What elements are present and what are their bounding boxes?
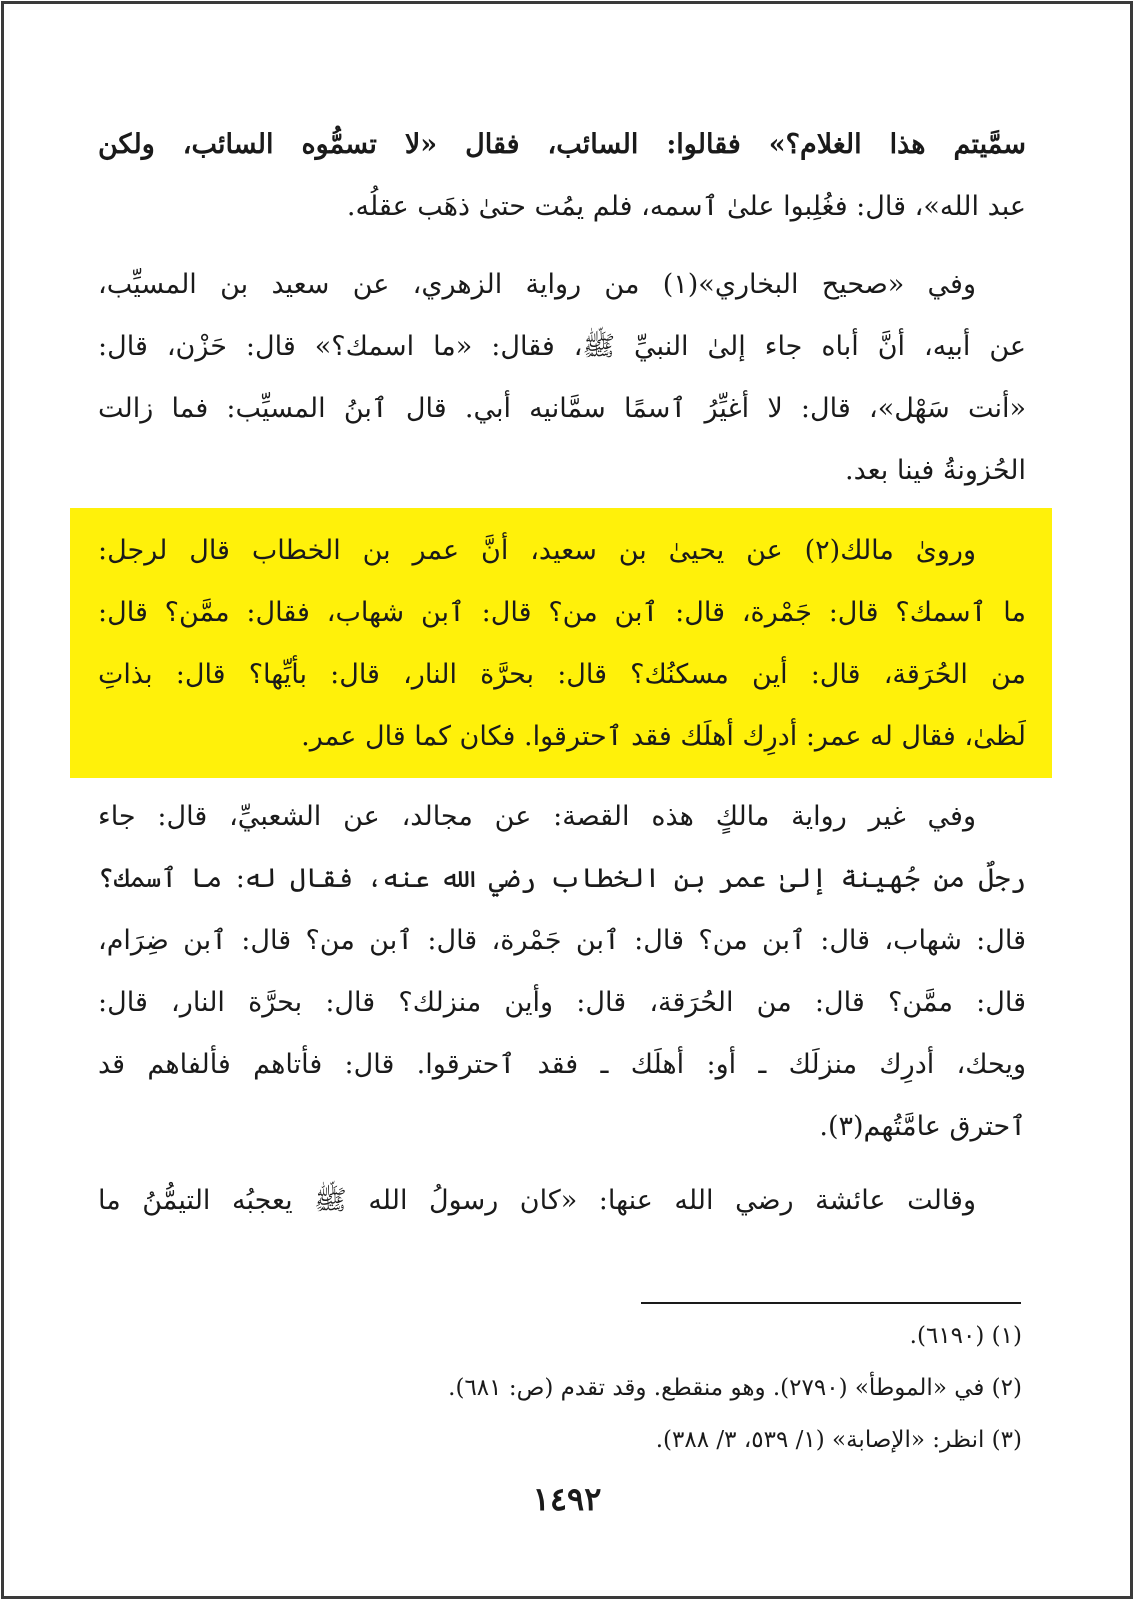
paragraph-4: [98, 786, 1026, 1158]
text-line: وفي «صحيح البخاري»(١) من رواية الزهري، عن سعيد بن المسيِّب،: [98, 269, 976, 300]
page-number: ١٤٩٢: [532, 1480, 602, 1518]
text-line: الحُزونةُ فينا بعد.: [845, 455, 1026, 486]
text-line: رجلٌ من جُهينة إلىٰ عمر بن الخطاب رضي الله عنه، فقال له: ما ٱسمك؟: [98, 863, 1026, 894]
footnote-1: (١) (٦١٩٠).: [909, 1323, 1022, 1349]
text-line: عن أبيه، أنَّ أباه جاء إلىٰ النبيِّ ﷺ، فقال: «ما اسمك؟» قال: حَزْن، قال:: [98, 331, 1026, 362]
text-line: ٱحترق عامَّتُهم(٣).: [819, 1111, 1026, 1142]
text-line: قال: شهاب، قال: ٱبن من؟ قال: ٱبن جَمْرة، قال: ٱبن من؟ قال: ٱبن ضِرَام،: [98, 925, 1026, 956]
footnote-divider: [641, 1302, 1021, 1304]
text-line: وروىٰ مالك(٢) عن يحيىٰ بن سعيد، أنَّ عمر بن الخطاب قال لرجل:: [98, 535, 976, 566]
text-line: من الحُرَقة، قال: أين مسكنُك؟ قال: بحرَّة النار، قال: بأيِّها؟ قال: بذاتِ: [98, 659, 1026, 690]
text-line: قال: ممَّن؟ قال: من الحُرَقة، قال: وأين منزلك؟ قال: بحرَّة النار، قال:: [98, 987, 1026, 1018]
paragraph-5: [98, 1170, 1026, 1232]
text-line: سمَّيتم هذا الغلام؟» فقالوا: السائب، فقال «لا تسمُّوه السائب، ولكن: [98, 129, 1026, 160]
text-line: لَظىٰ، فقال له عمر: أدرِك أهلَك فقد ٱحترقوا. فكان كما قال عمر.: [301, 721, 1026, 752]
footnote-2: (٢) في «الموطأ» (٢٧٩٠). وهو منقطع. وقد تقدم (ص: ٦٨١).: [448, 1375, 1022, 1401]
paragraph-2: [98, 254, 1026, 502]
paragraph-1: [98, 114, 1026, 238]
text-line: «أنت سَهْل»، قال: لا أغيِّرُ ٱسمًا سمَّانيه أبي. قال ٱبنُ المسيِّب: فما زالت: [98, 393, 1026, 424]
text-line: ما ٱسمك؟ قال: جَمْرة، قال: ٱبن من؟ قال: ٱبن شهاب، فقال: ممَّن؟ قال:: [98, 597, 1026, 628]
footnote-3: (٣) انظر: «الإصابة» (١/ ٥٣٩، ٣/ ٣٨٨).: [655, 1427, 1022, 1453]
text-line: وقالت عائشة رضي الله عنها: «كان رسولُ الله ﷺ يعجبُه التيمُّنُ ما: [98, 1185, 976, 1216]
text-line: ويحك، أدرِك منزلَك ـ أو: أهلَك ـ فقد ٱحترقوا. قال: فأتاهم فألفاهم قد: [98, 1049, 1026, 1080]
paragraph-3-highlighted: [98, 520, 1026, 768]
text-line: وفي غير رواية مالكٍ هذه القصة: عن مجالد، عن الشعبيِّ، قال: جاء: [98, 801, 976, 832]
footnotes: [200, 1310, 1022, 1466]
text-line: عبد الله»، قال: فغُلِبوا علىٰ ٱسمه، فلم يمُت حتىٰ ذهَب عقلُه.: [346, 191, 1026, 222]
